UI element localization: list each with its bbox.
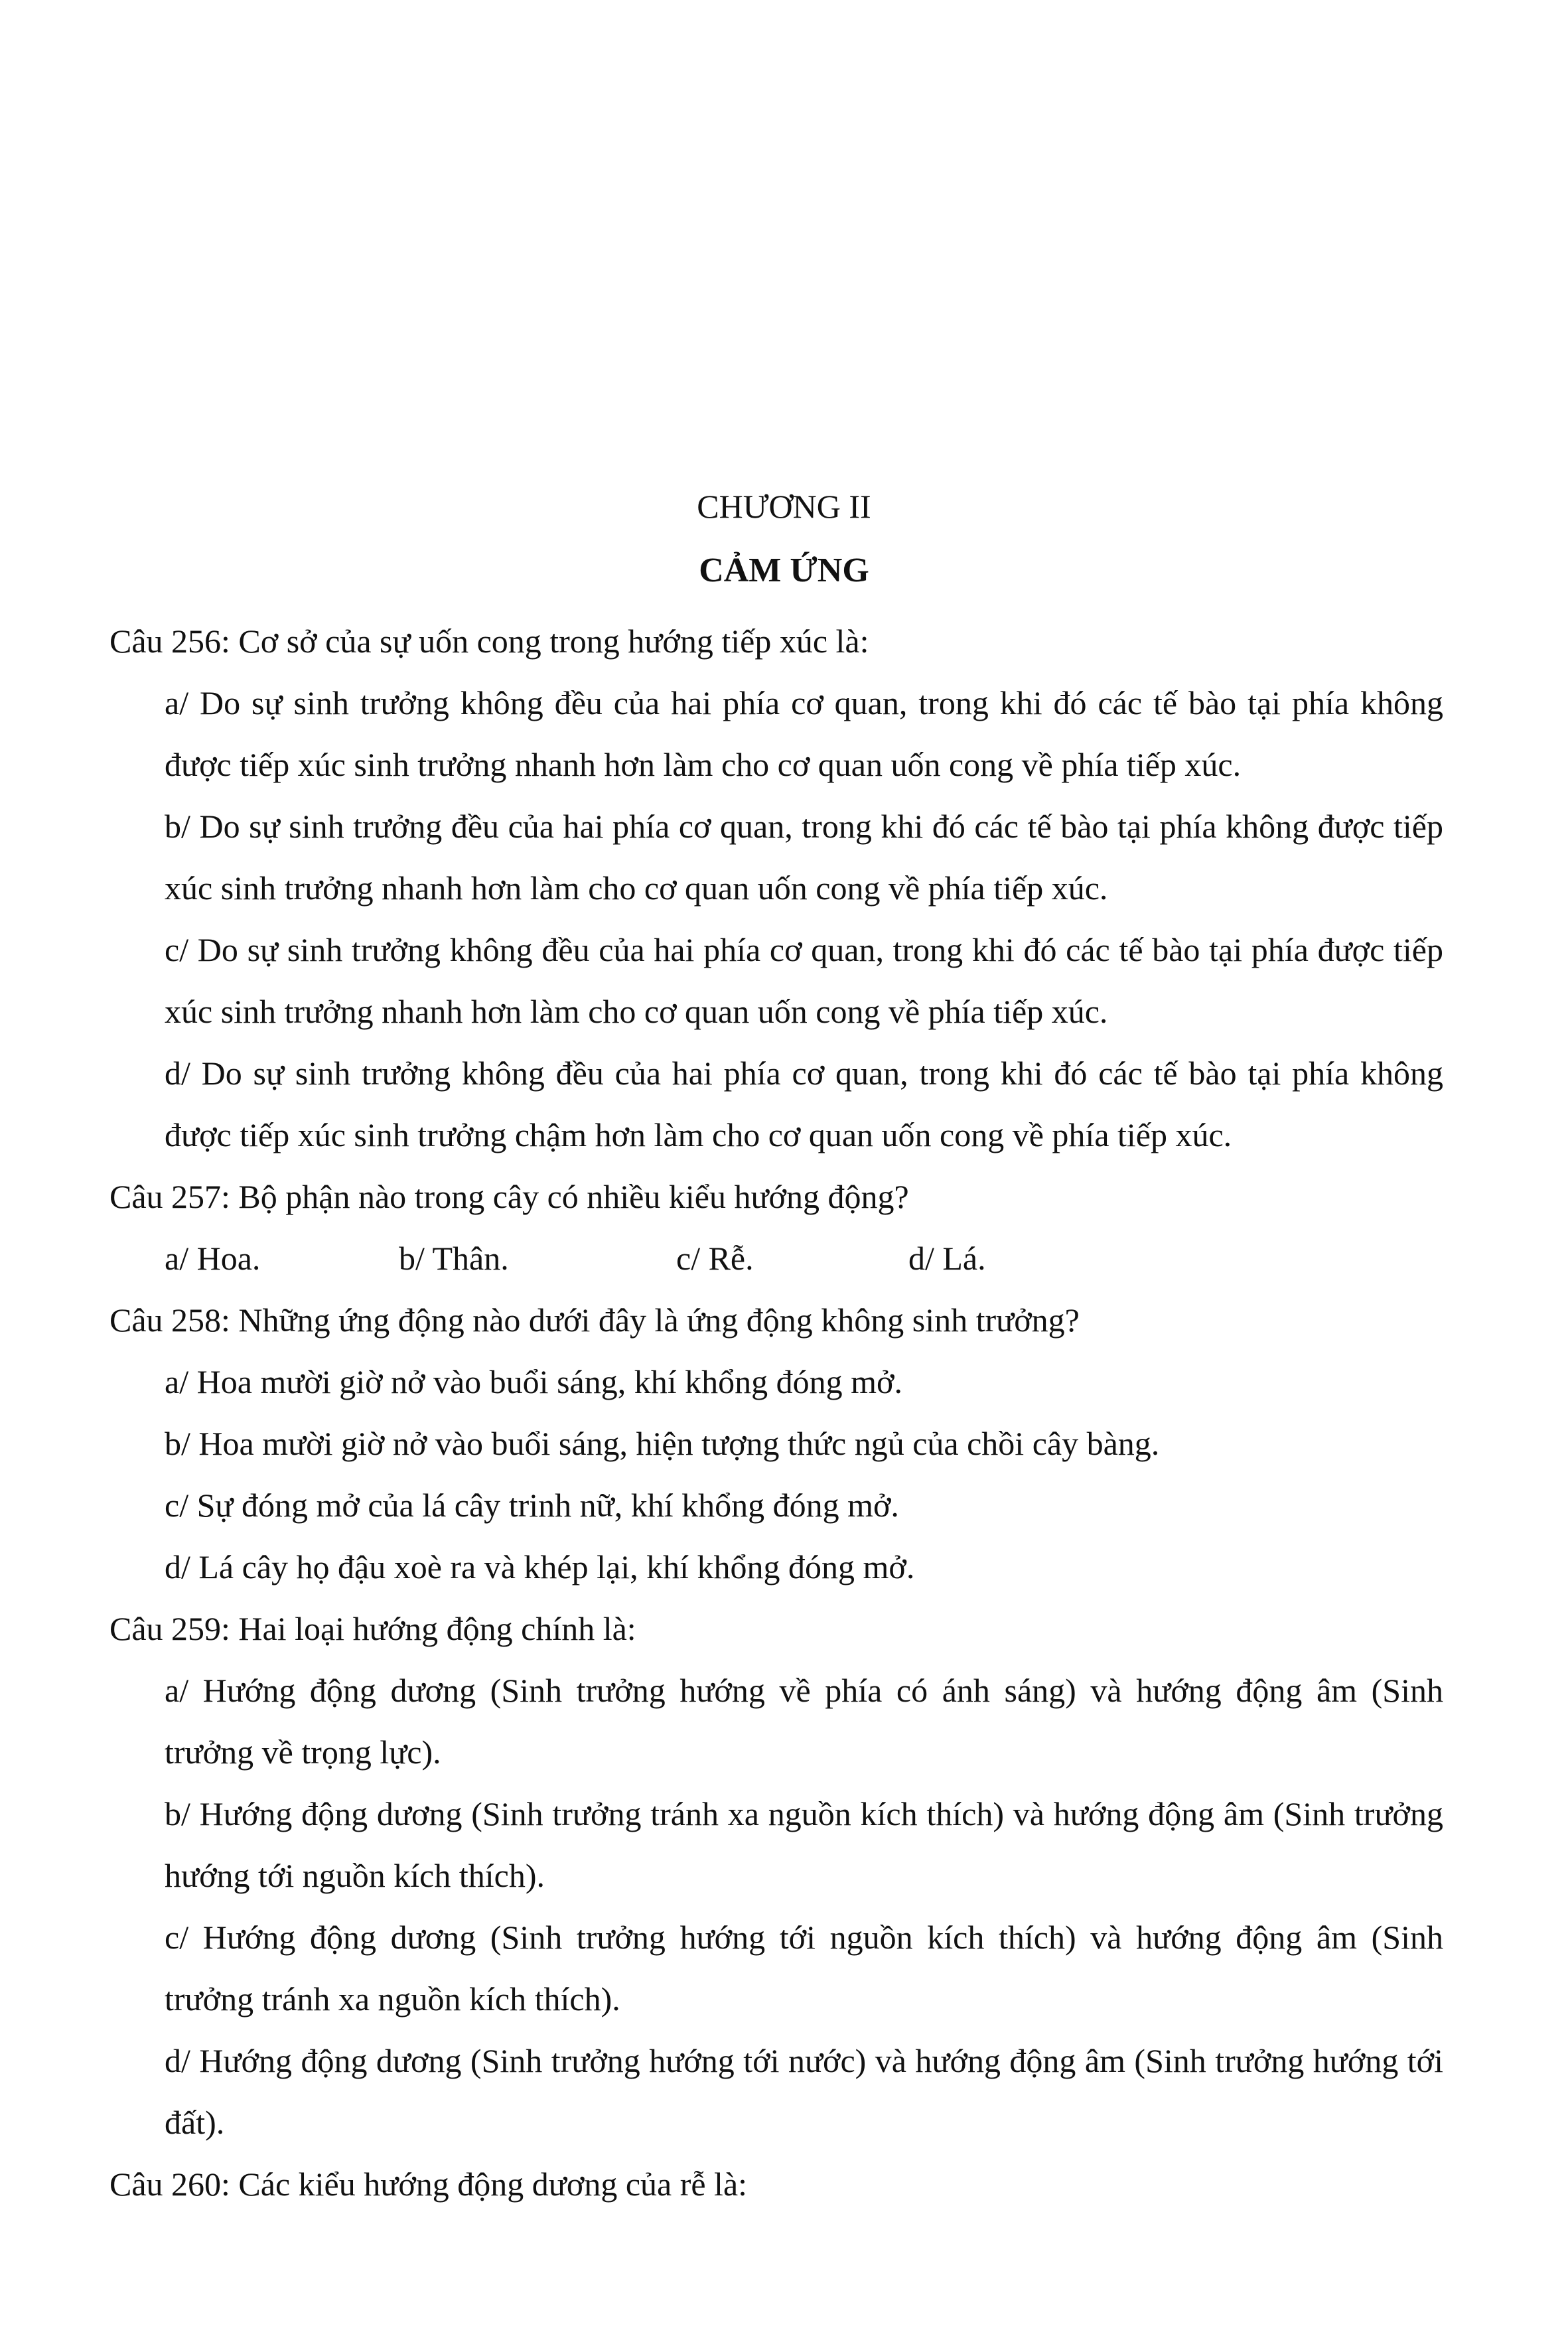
question-stem: Câu 257: Bộ phận nào trong cây có nhiều kiểu hướng động? xyxy=(109,1178,909,1215)
chapter-title: CẢM ỨNG xyxy=(699,551,869,589)
option-a: a/ Hướng động dương (Sinh trưởng hướng về phía có ánh sáng) và hướng động âm (Sinh trưởng về trọng lực). xyxy=(165,1672,1443,1771)
question-stem: Câu 260: Các kiểu hướng động dương của rễ là: xyxy=(109,2166,748,2203)
option-d: d/ Lá cây họ đậu xoè ra và khép lại, khí khổng đóng mở. xyxy=(165,1548,915,1585)
option-b: b/ Thân. xyxy=(399,1240,509,1277)
question-stem: Câu 256: Cơ sở của sự uốn cong trong hướng tiếp xúc là: xyxy=(109,623,869,660)
option-a: a/ Do sự sinh trưởng không đều của hai phía cơ quan, trong khi đó các tế bào tại phía không được tiếp xúc sinh trưởng nhanh hơn làm cho cơ quan uốn cong về phía tiếp xúc. xyxy=(165,684,1443,783)
option-c: c/ Hướng động dương (Sinh trưởng hướng tới nguồn kích thích) và hướng động âm (Sinh trưởng tránh xa nguồn kích thích). xyxy=(165,1919,1443,2018)
option-d: d/ Do sự sinh trưởng không đều của hai phía cơ quan, trong khi đó các tế bào tại phía không được tiếp xúc sinh trưởng chậm hơn làm cho cơ quan uốn cong về phía tiếp xúc. xyxy=(165,1055,1443,1153)
question-258 xyxy=(109,1289,1443,1598)
option-b: b/ Hoa mười giờ nở vào buổi sáng, hiện tượng thức ngủ của chồi cây bàng. xyxy=(165,1425,1160,1462)
question-list xyxy=(109,611,1443,2215)
question-260 xyxy=(109,2154,1443,2215)
question-257 xyxy=(109,1166,1443,1289)
question-256 xyxy=(109,611,1443,1166)
option-c: c/ Do sự sinh trưởng không đều của hai phía cơ quan, trong khi đó các tế bào tại phía được tiếp xúc sinh trưởng nhanh hơn làm cho cơ quan uốn cong về phía tiếp xúc. xyxy=(165,931,1443,1030)
option-d: d/ Hướng động dương (Sinh trưởng hướng tới nước) và hướng động âm (Sinh trưởng hướng tới đất). xyxy=(165,2042,1443,2141)
option-a: a/ Hoa mười giờ nở vào buổi sáng, khí khổng đóng mở. xyxy=(165,1363,902,1400)
question-259 xyxy=(109,1598,1443,2154)
options-row xyxy=(165,1228,1443,1289)
option-b: b/ Do sự sinh trưởng đều của hai phía cơ quan, trong khi đó các tế bào tại phía không được tiếp xúc sinh trưởng nhanh hơn làm cho cơ quan uốn cong về phía tiếp xúc. xyxy=(165,808,1443,907)
option-a: a/ Hoa. xyxy=(165,1240,261,1277)
option-d: d/ Lá. xyxy=(908,1240,986,1277)
option-c: c/ Sự đóng mở của lá cây trinh nữ, khí khổng đóng mở. xyxy=(165,1487,899,1524)
option-c: c/ Rễ. xyxy=(676,1240,754,1277)
question-stem: Câu 258: Những ứng động nào dưới đây là ứng động không sinh trưởng? xyxy=(109,1301,1080,1339)
chapter-label: CHƯƠNG II xyxy=(697,488,871,525)
question-stem: Câu 259: Hai loại hướng động chính là: xyxy=(109,1610,636,1647)
option-b: b/ Hướng động dương (Sinh trưởng tránh xa nguồn kích thích) và hướng động âm (Sinh trưởng hướng tới nguồn kích thích). xyxy=(165,1795,1443,1894)
